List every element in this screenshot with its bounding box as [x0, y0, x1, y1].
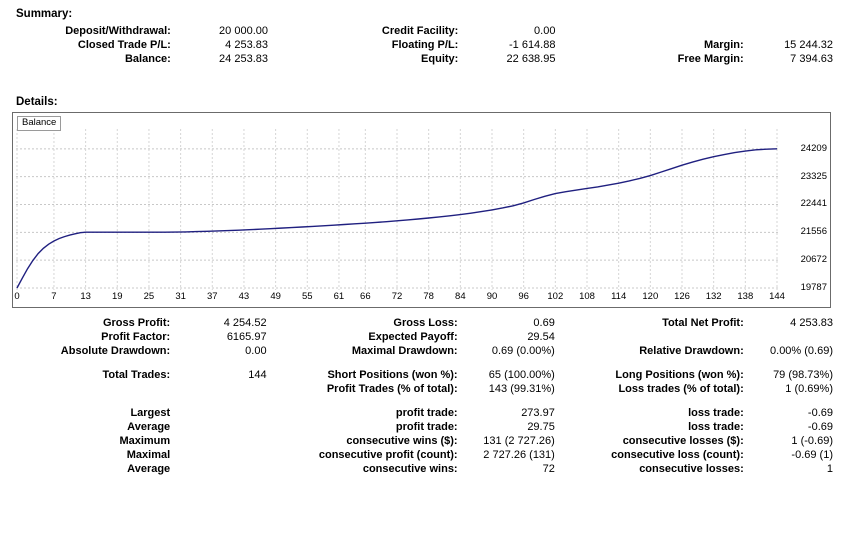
stats-label: Expected Payoff:: [368, 331, 458, 343]
chart-svg: [16, 129, 780, 290]
stats-value: [170, 406, 286, 420]
stats-label: Gross Profit:: [102, 317, 171, 329]
stats-value: [170, 420, 286, 434]
chart-y-tick-label: 21556: [800, 226, 827, 238]
chart-x-tick-label: 132: [705, 291, 722, 302]
stats-value: 143 (99.31%): [488, 383, 555, 395]
stats-value: 79 (98.73%): [773, 369, 833, 381]
chart-y-tick-label: 19787: [800, 282, 827, 293]
stats-value: 4 253.83: [790, 317, 833, 329]
stats-row-spacer: [0, 358, 843, 368]
chart-x-tick-label: 61: [333, 291, 345, 302]
chart-y-tick-label: 23325: [800, 170, 827, 182]
stats-label: loss trade:: [688, 421, 744, 433]
stats-row: [0, 330, 843, 344]
chart-x-tick-label: 144: [769, 291, 785, 302]
summary-row: [0, 52, 843, 66]
summary-value-free-margin: 7 394.63: [790, 53, 833, 65]
summary-label-floating-pl: Floating P/L:: [391, 39, 459, 51]
summary-value-balance: 24 253.83: [219, 53, 268, 65]
stats-label: loss trade:: [688, 407, 744, 419]
stats-label: consecutive loss (count):: [611, 449, 744, 461]
summary-label-deposit: Deposit/Withdrawal:: [65, 25, 171, 37]
stats-label: Profit Trades (% of total):: [326, 383, 458, 395]
stats-label: Maximal: [126, 449, 171, 461]
stats-row-spacer: [0, 396, 843, 406]
stats-value: [170, 448, 286, 462]
summary-label-free-margin: Free Margin:: [677, 53, 744, 65]
details-stats-table: [0, 316, 843, 476]
stats-label: Absolute Drawdown:: [60, 345, 171, 357]
chart-x-tick-label: 0: [14, 291, 20, 302]
summary-label-margin: Margin:: [703, 39, 744, 51]
stats-label: Profit Factor:: [101, 331, 171, 343]
summary-value-credit-facility: 0.00: [534, 25, 556, 37]
stats-value: 6165.97: [226, 331, 267, 343]
stats-row: [0, 420, 843, 434]
stats-value: [170, 382, 286, 396]
stats-value: [744, 330, 843, 344]
stats-label: profit trade:: [395, 421, 458, 433]
balance-chart-panel: [12, 112, 831, 308]
stats-value: 1 (0.69%): [785, 383, 833, 395]
stats-label: Total Net Profit:: [662, 317, 744, 329]
chart-x-tick-label: 72: [391, 291, 403, 302]
stats-label: Maximal Drawdown:: [351, 345, 458, 357]
stats-value: -0.69: [807, 407, 833, 419]
summary-label-closed-trade-pl: Closed Trade P/L:: [77, 39, 171, 51]
stats-label: Total Trades:: [102, 369, 171, 381]
stats-value: 72: [542, 463, 555, 475]
stats-row: [0, 462, 843, 476]
stats-value: 273.97: [521, 407, 555, 419]
summary-label-balance: Balance:: [124, 53, 171, 65]
summary-row: [0, 24, 843, 38]
stats-value: 0.69: [533, 317, 555, 329]
stats-value: [170, 462, 286, 476]
stats-row: [0, 344, 843, 358]
stats-label: [0, 382, 170, 396]
stats-label: Short Positions (won %):: [327, 369, 458, 381]
chart-legend-balance: Balance: [17, 116, 61, 131]
chart-y-tick-label: 20672: [800, 254, 827, 266]
stats-value: 4 254.52: [223, 317, 267, 329]
chart-x-axis-labels: [14, 291, 785, 305]
stats-label: Largest: [130, 407, 171, 419]
stats-label: consecutive wins:: [362, 463, 458, 475]
chart-x-tick-label: 126: [674, 291, 690, 302]
stats-row: [0, 316, 843, 330]
stats-label: Average: [127, 421, 171, 433]
chart-x-tick-label: 108: [579, 291, 595, 302]
stats-label: consecutive losses ($):: [622, 435, 744, 447]
stats-value: -0.69 (1): [791, 449, 833, 461]
stats-value: 29.54: [527, 331, 555, 343]
chart-x-tick-label: 55: [301, 291, 313, 302]
chart-x-tick-label: 78: [423, 291, 434, 302]
stats-label: consecutive wins ($):: [346, 435, 458, 447]
stats-label: consecutive profit (count):: [318, 449, 458, 461]
stats-row: [0, 434, 843, 448]
chart-y-tick-label: 24209: [800, 142, 827, 154]
chart-x-tick-label: 19: [111, 291, 123, 302]
stats-value: 2 727.26 (131): [483, 449, 555, 461]
stats-row: [0, 382, 843, 396]
summary-value-equity: 22 638.95: [506, 53, 556, 65]
chart-y-tick-label: 22441: [800, 198, 827, 210]
chart-x-tick-label: 37: [206, 291, 218, 302]
stats-label: Relative Drawdown:: [639, 345, 744, 357]
chart-x-tick-label: 66: [360, 291, 371, 302]
summary-value-floating-pl: -1 614.88: [508, 39, 556, 51]
stats-value: -0.69: [807, 421, 833, 433]
stats-value: 0.00: [245, 345, 267, 357]
stats-label: Long Positions (won %):: [615, 369, 744, 381]
summary-row: [0, 38, 843, 52]
chart-x-tick-label: 31: [175, 291, 186, 302]
chart-x-tick-label: 84: [455, 291, 466, 302]
stats-label: consecutive losses:: [639, 463, 744, 475]
chart-x-tick-label: 49: [270, 291, 281, 302]
stats-label: Gross Loss:: [393, 317, 458, 329]
stats-row: [0, 406, 843, 420]
stats-label: Average: [127, 463, 171, 475]
stats-value: 1 (-0.69): [791, 435, 833, 447]
stats-row: [0, 448, 843, 462]
stats-value: 144: [248, 369, 267, 381]
chart-plot-area: [16, 129, 780, 290]
chart-x-tick-label: 114: [611, 291, 627, 302]
summary-section-label: Summary:: [16, 8, 73, 20]
chart-y-axis-labels: [783, 129, 827, 293]
chart-x-tick-label: 96: [518, 291, 529, 302]
summary-label-equity: Equity:: [421, 53, 459, 65]
chart-x-tick-label: 102: [547, 291, 564, 302]
stats-label: Maximum: [119, 435, 171, 447]
summary-value-margin: 15 244.32: [784, 39, 833, 51]
details-section-label: Details:: [16, 96, 58, 108]
stats-value: 131 (2 727.26): [483, 435, 555, 447]
stats-label: Loss trades (% of total):: [618, 383, 744, 395]
chart-x-tick-label: 90: [486, 291, 498, 302]
summary-table: [0, 24, 843, 66]
summary-value-deposit: 20 000.00: [219, 25, 268, 37]
summary-label-credit-facility: Credit Facility:: [381, 25, 459, 37]
summary-value-closed-trade-pl: 4 253.83: [225, 39, 268, 51]
stats-value: 0.69 (0.00%): [491, 345, 555, 357]
chart-x-tick-label: 120: [642, 291, 659, 302]
stats-value: 1: [826, 463, 833, 475]
chart-x-tick-label: 13: [80, 291, 91, 302]
stats-label: [575, 330, 744, 344]
chart-x-tick-label: 25: [143, 291, 155, 302]
summary-value-blank-1: [744, 24, 843, 38]
stats-value: 0.00% (0.69): [770, 345, 833, 357]
stats-value: 65 (100.00%): [488, 369, 555, 381]
stats-label: profit trade:: [395, 407, 458, 419]
chart-x-tick-label: 138: [737, 291, 754, 302]
summary-label-blank-1: [575, 24, 743, 38]
stats-value: [170, 434, 286, 448]
chart-x-tick-label: 7: [51, 291, 57, 302]
stats-row: [0, 368, 843, 382]
stats-value: 29.75: [527, 421, 555, 433]
chart-x-tick-label: 43: [238, 291, 250, 302]
